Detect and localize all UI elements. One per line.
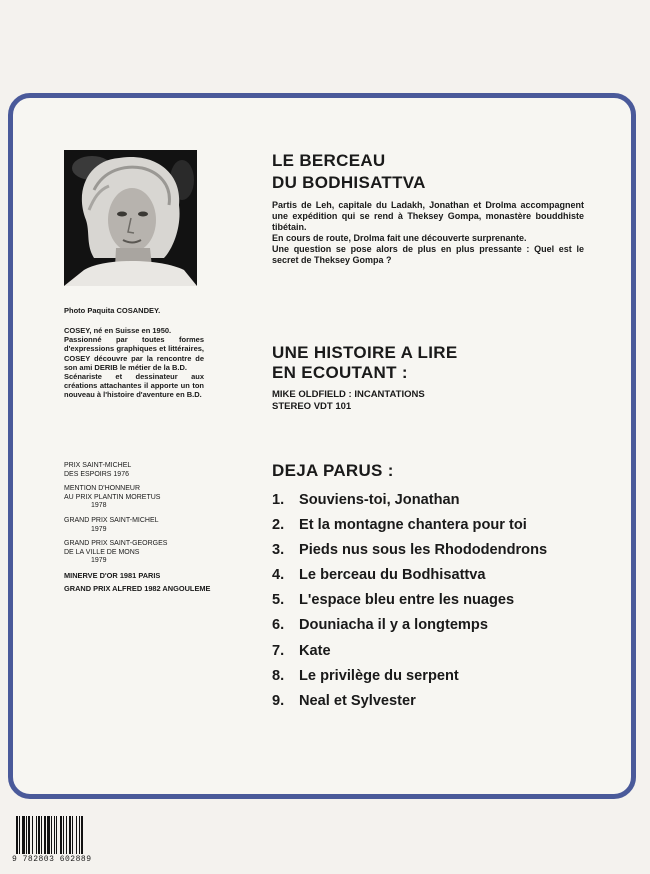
list-item	[272, 639, 547, 664]
award-item-bold: GRAND PRIX ALFRED 1982 ANGOULEME	[64, 583, 211, 593]
title-text: Souviens-toi, Jonathan	[299, 492, 460, 508]
title-number: 6.	[272, 617, 285, 634]
title-number: 5.	[272, 592, 285, 609]
list-item	[272, 563, 547, 588]
list-item	[272, 664, 547, 689]
listen-heading	[272, 343, 457, 383]
award-line: MENTION D'HONNEUR	[64, 485, 141, 493]
list-item	[272, 689, 547, 714]
listen-heading-line: UNE HISTOIRE A LIRE	[272, 343, 458, 362]
author-photo	[64, 150, 197, 286]
synopsis-paragraph: Partis de Leh, capitale du Ladakh, Jonathan et Drolma accompagnent une expédition qui se rend à Theksey Gompa, monastère bouddhiste tibétain.	[272, 200, 584, 232]
bio-line: Scénariste et dessinateur aux créations attachantes il apporte un ton nouveau à l'histoire d'aventure en B.D.	[64, 372, 204, 400]
award-line: GRAND PRIX SAINT-MICHEL	[64, 516, 159, 524]
list-item	[272, 588, 547, 613]
list-item	[272, 613, 547, 638]
award-line: DE LA VILLE DE MONS	[64, 548, 140, 556]
synopsis-paragraph: En cours de route, Drolma fait une découverte surprenante.	[272, 233, 527, 243]
title-number: 1.	[272, 492, 285, 508]
award-item	[64, 462, 234, 479]
photo-credit: Photo Paquita COSANDEY.	[64, 306, 161, 315]
title-text: Pieds nus sous les Rhododendrons	[299, 542, 548, 559]
awards-list	[64, 462, 234, 597]
music-line: STEREO VDT 101	[272, 401, 352, 412]
title-number: 7.	[272, 642, 285, 659]
title-number: 3.	[272, 542, 285, 559]
award-line: GRAND PRIX SAINT-GEORGES	[64, 540, 168, 548]
award-item	[64, 517, 234, 534]
award-line: AU PRIX PLANTIN MORETUS	[64, 493, 161, 501]
title-number: 8.	[272, 667, 285, 684]
author-portrait-image	[64, 150, 197, 286]
music-reference	[272, 389, 425, 413]
title-text: L'espace bleu entre les nuages	[299, 592, 515, 609]
title-text: Kate	[299, 642, 331, 659]
award-year: 1979	[91, 525, 107, 533]
listen-heading-line: EN ECOUTANT :	[272, 363, 408, 382]
award-line: DES ESPOIRS 1976	[64, 470, 129, 478]
title-text: Neal et Sylvester	[299, 692, 416, 709]
barcode-bars-icon	[14, 816, 104, 854]
award-item	[64, 485, 234, 511]
award-item	[64, 540, 234, 566]
title-text: Et la montagne chantera pour toi	[299, 517, 527, 534]
book-title-line: LE BERCEAU	[272, 151, 386, 170]
deja-parus-heading: DEJA PARUS :	[272, 461, 394, 480]
title-text: Le privilège du serpent	[299, 667, 459, 684]
award-year: 1978	[91, 502, 107, 510]
book-title-line: DU BODHISATTVA	[272, 173, 426, 192]
bio-line: COSEY, né en Suisse en 1950.	[64, 326, 172, 335]
list-item	[272, 513, 547, 538]
title-text: Le berceau du Bodhisattva	[299, 567, 486, 584]
title-number: 9.	[272, 692, 285, 709]
award-line: PRIX SAINT-MICHEL	[64, 462, 132, 469]
list-item	[272, 538, 547, 563]
award-year: 1979	[91, 557, 107, 565]
book-synopsis	[272, 200, 584, 266]
list-item	[272, 488, 547, 513]
title-number: 2.	[272, 517, 285, 534]
title-text: Douniacha il y a longtemps	[299, 617, 488, 634]
title-number: 4.	[272, 567, 285, 584]
award-item-bold: MINERVE D'OR 1981 PARIS	[64, 570, 161, 580]
barcode-number: 9 782803 602889	[12, 855, 92, 864]
author-biography	[64, 326, 204, 400]
bio-line: Passionné par toutes formes d'expressions graphiques et littéraires, COSEY découvre par la rencontre de son ami DERIB le métier de la B.D.	[64, 335, 204, 372]
music-line: MIKE OLDFIELD : INCANTATIONS	[272, 389, 425, 400]
synopsis-paragraph: Une question se pose alors de plus en plus pressante : Quel est le secret de Theksey Gompa ?	[272, 244, 584, 265]
published-titles-list	[272, 488, 547, 714]
book-title	[272, 150, 426, 194]
